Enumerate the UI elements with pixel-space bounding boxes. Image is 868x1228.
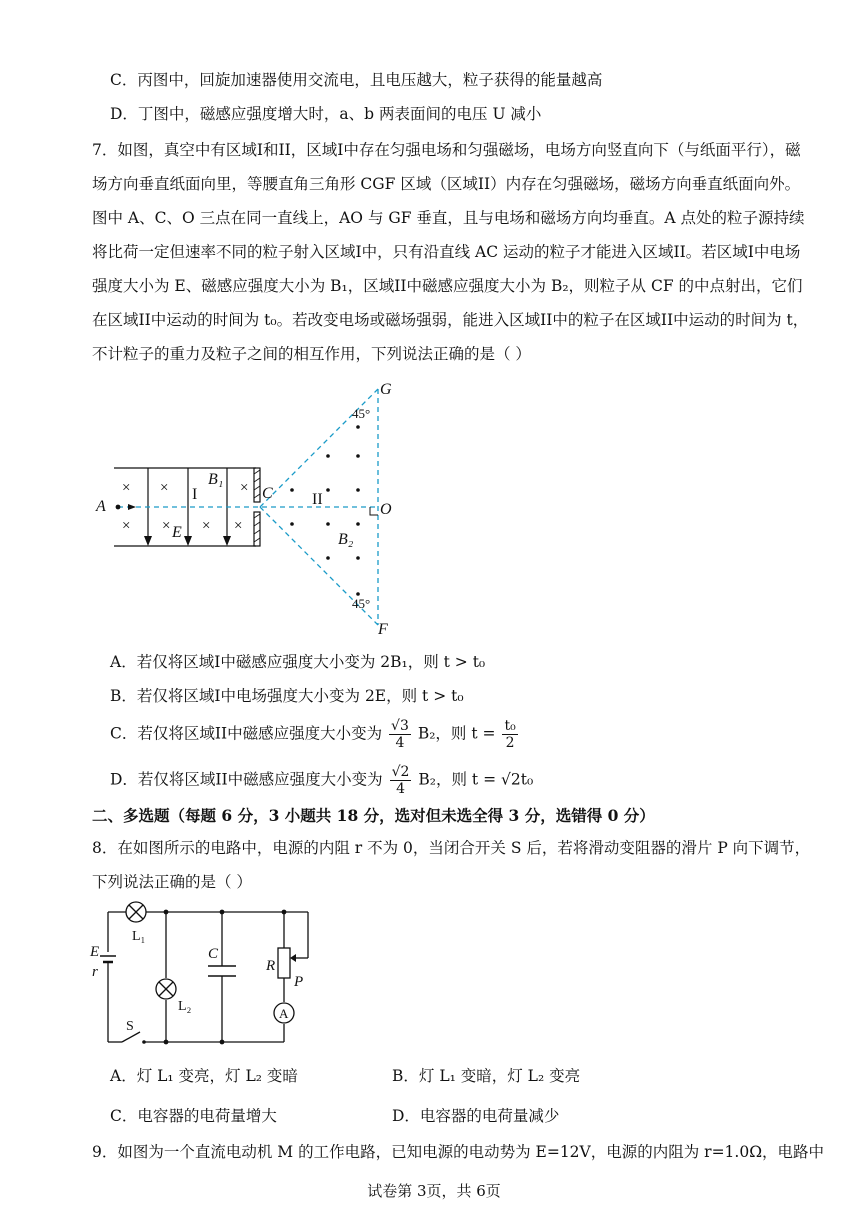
angle-bottom: 45° bbox=[352, 596, 371, 611]
q6-option-d: D．丁图中，磁感应强度增大时，a、b 两表面间的电压 U 减小 bbox=[110, 105, 542, 123]
q6-option-c: C．丙图中，回旋加速器使用交流电，且电压越大，粒子获得的能量越高 bbox=[110, 71, 603, 89]
q7-line-2: 场方向垂直纸面向里，等腰直角三角形 CGF 区域（区域II）内存在匀强磁场，磁场方向垂直纸面向外。 bbox=[92, 175, 801, 193]
q7-option-d-post: B₂，则 t = √2t₀ bbox=[418, 770, 534, 789]
fraction-denominator: 2 bbox=[505, 735, 515, 751]
q8-option-b: B．灯 L₁ 变暗，灯 L₂ 变亮 bbox=[392, 1067, 581, 1085]
q8-line-2: 下列说法正确的是（ ） bbox=[92, 873, 252, 891]
fraction bbox=[502, 718, 517, 751]
label-g: G bbox=[380, 381, 392, 398]
label-p: P bbox=[294, 974, 304, 990]
fraction-numerator: √2 bbox=[391, 764, 410, 780]
label-b2: B₂ bbox=[338, 531, 354, 548]
cross-mark: × bbox=[122, 480, 131, 496]
label-s: S bbox=[126, 1019, 134, 1034]
cross-mark: × bbox=[160, 480, 169, 496]
q7-option-c bbox=[110, 718, 520, 751]
angle-top: 45° bbox=[352, 406, 371, 421]
cross-mark: × bbox=[122, 518, 131, 534]
label-c: C bbox=[208, 946, 219, 962]
q7-line-7: 不计粒子的重力及粒子之间的相互作用，下列说法正确的是（ ） bbox=[92, 345, 531, 363]
q8-option-c: C．电容器的电荷量增大 bbox=[110, 1107, 277, 1125]
ammeter-icon bbox=[274, 1003, 294, 1023]
q9-line-1: 9．如图为一个直流电动机 M 的工作电路，已知电源的电动势为 E=12V，电源的内阻为 r=1.0Ω，电路中 bbox=[92, 1143, 825, 1161]
label-o: O bbox=[380, 501, 392, 518]
cross-mark: × bbox=[234, 518, 243, 534]
fraction-denominator: 4 bbox=[396, 781, 405, 797]
fraction-denominator: 4 bbox=[395, 735, 405, 751]
q7-line-4: 将比荷一定但速率不同的粒子射入区域I中，只有沿直线 AC 运动的粒子才能进入区域II。若区域I中电场 bbox=[92, 243, 801, 261]
cross-mark: × bbox=[202, 518, 211, 534]
label-e: E bbox=[90, 944, 100, 960]
fraction bbox=[389, 718, 411, 751]
lamp-l1-icon bbox=[126, 902, 146, 922]
q7-option-d bbox=[110, 764, 533, 797]
q7-option-c-mid: B₂，则 t = bbox=[417, 724, 496, 743]
label-l2: L₂ bbox=[178, 999, 192, 1014]
fraction-numerator: t₀ bbox=[504, 718, 516, 734]
q7-line-6: 在区域II中运动的时间为 t₀。若改变电场或磁场强弱，能进入区域II中的粒子在区域II中运动的时间为 t， bbox=[92, 311, 809, 329]
q8-line-1: 8．在如图所示的电路中，电源的内阻 r 不为 0，当闭合开关 S 后，若将滑动变阻器的滑片 P 向下调节， bbox=[92, 839, 811, 857]
ammeter-label: A bbox=[279, 1006, 289, 1021]
label-c: C bbox=[262, 485, 273, 502]
q7-line-3: 图中 A、C、O 三点在同一直线上，AO 与 GF 垂直，且与电场和磁场方向均垂直。A 点处的粒子源持续 bbox=[92, 209, 805, 227]
cross-mark: × bbox=[162, 518, 171, 534]
label-b1: B₁ bbox=[208, 471, 224, 488]
label-region-2: II bbox=[312, 491, 323, 508]
q7-option-d-text: D．若仅将区域II中磁感应强度大小变为 bbox=[110, 770, 383, 789]
label-e: E bbox=[172, 524, 182, 541]
label-region-1: I bbox=[192, 486, 198, 503]
q7-option-b: B．若仅将区域I中电场强度大小变为 2E，则 t > t₀ bbox=[110, 687, 464, 705]
q7-line-5: 强度大小为 E、磁感应强度大小为 B₁，区域II中磁感应强度大小为 B₂，则粒子从 CF 的中点射出，它们 bbox=[92, 277, 803, 295]
q7-option-c-text: C．若仅将区域II中磁感应强度大小变为 bbox=[110, 724, 383, 743]
label-a: A bbox=[96, 498, 106, 515]
label-f: F bbox=[378, 621, 388, 638]
q7-option-a: A．若仅将区域I中磁感应强度大小变为 2B₁，则 t > t₀ bbox=[110, 653, 486, 671]
q8-option-a: A．灯 L₁ 变亮，灯 L₂ 变暗 bbox=[110, 1067, 298, 1085]
label-l1: L₁ bbox=[132, 929, 146, 944]
q7-line-1: 7．如图，真空中有区域I和II，区域I中存在匀强电场和匀强磁场，电场方向竖直向下（与纸面平行），磁 bbox=[92, 141, 801, 159]
q8-option-d: D．电容器的电荷量减少 bbox=[392, 1107, 560, 1125]
fraction-numerator: √3 bbox=[391, 718, 409, 734]
cross-mark: × bbox=[240, 480, 249, 496]
q8-circuit bbox=[88, 900, 328, 1050]
fraction bbox=[390, 764, 412, 797]
page-footer: 试卷第 3页，共 6页 bbox=[367, 1182, 501, 1200]
label-r-internal: r bbox=[92, 964, 98, 980]
q7-figure bbox=[90, 378, 410, 640]
lamp-l2-icon bbox=[156, 979, 176, 999]
section-heading: 二、多选题（每题 6 分，3 小题共 18 分，选对但未选全得 3 分，选错得 0 分） bbox=[92, 806, 655, 825]
label-r: R bbox=[266, 958, 276, 974]
